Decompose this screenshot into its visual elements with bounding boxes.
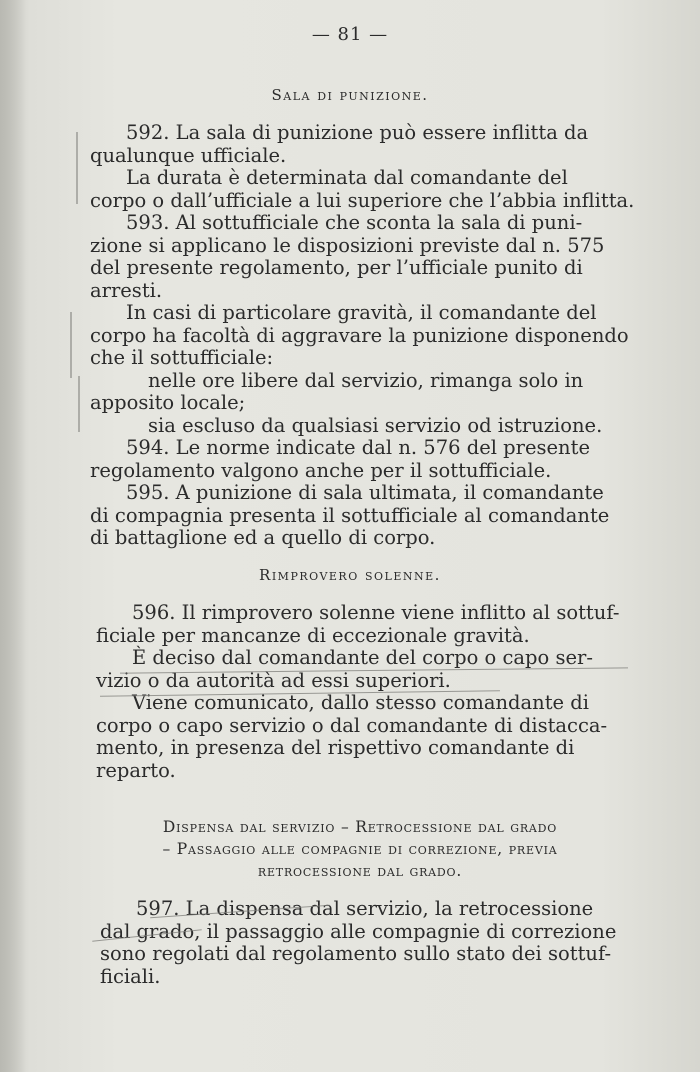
text-line: di compagnia presenta il sottufficiale al comandante	[90, 503, 610, 527]
section-heading-rimprovero-solenne: Rimprovero solenne.	[259, 566, 441, 584]
section-heading-dispensa	[40, 816, 680, 882]
text-line: Viene comunicato, dallo stesso comandante di	[132, 691, 589, 714]
text-line: corpo o dall’ufficiale a lui superiore che l’abbia inflitta.	[90, 188, 635, 212]
text-line: di battaglione ed a quello di corpo.	[90, 526, 436, 549]
text-line: 594. Le norme indicate dal n. 576 del presente	[126, 436, 590, 459]
text-line: che il sottufficiale:	[90, 346, 274, 369]
text-line: ficiale per mancanze di eccezionale gravità.	[96, 623, 530, 647]
text-line: 595. A punizione di sala ultimata, il comandante	[126, 481, 604, 504]
margin-pencil-mark	[78, 376, 80, 432]
text-line: È deciso dal comandante del corpo o capo ser-	[132, 646, 593, 669]
heading-line: retrocessione dal grado.	[257, 862, 463, 880]
heading-line: – Passaggio alle compagnie di correzione, previa	[162, 840, 558, 858]
text-line: zione si applicano le disposizioni previste dal n. 575	[90, 233, 605, 257]
text-line: del presente regolamento, per l’ufficiale punito di	[90, 256, 583, 279]
text-line: corpo ha facoltà di aggravare la punizione disponendo	[90, 323, 629, 347]
text-line: La durata è determinata dal comandante del	[126, 166, 568, 189]
page-number: — 81 —	[311, 24, 389, 45]
text-line: 596. Il rimprovero solenne viene inflitto al sottuf-	[132, 601, 620, 624]
heading-line: Dispensa dal servizio – Retrocessione dal grado	[162, 818, 558, 836]
text-line: sia escluso da qualsiasi servizio od istruzione.	[148, 413, 603, 437]
section-body-dispensa	[100, 898, 658, 988]
text-line: sono regolati dal regolamento sullo stato dei sottuf-	[100, 942, 612, 965]
section-body-sala-di-punizione	[90, 122, 650, 550]
margin-pencil-mark	[70, 312, 72, 378]
text-line: 592. La sala di punizione può essere inflitta da	[126, 121, 589, 144]
text-line: mento, in presenza del rispettivo comandante di	[96, 736, 575, 759]
text-line: reparto.	[96, 758, 176, 782]
text-line: apposito locale;	[90, 391, 246, 414]
binding-shadow	[0, 0, 26, 1072]
text-line: qualunque ufficiale.	[90, 143, 287, 167]
text-line: 593. Al sottufficiale che sconta la sala di puni-	[126, 211, 583, 234]
text-line: regolamento valgono anche per il sottufficiale.	[90, 458, 552, 482]
section-heading-sala-di-punizione: Sala di punizione.	[271, 86, 429, 104]
text-line: vizio o da autorità ad essi superiori.	[96, 668, 451, 692]
text-line: nelle ore libere dal servizio, rimanga solo in	[148, 368, 584, 392]
text-line: ficiali.	[100, 964, 161, 988]
margin-pencil-mark	[76, 132, 78, 204]
text-line: dal grado, il passaggio alle compagnie di correzione	[100, 919, 617, 943]
text-line: In casi di particolare gravità, il comandante del	[126, 301, 597, 324]
text-line: arresti.	[90, 278, 163, 302]
text-line: 597. La dispensa dal servizio, la retrocessione	[136, 897, 594, 920]
text-line: corpo o capo servizio o dal comandante di distacca-	[96, 713, 608, 737]
